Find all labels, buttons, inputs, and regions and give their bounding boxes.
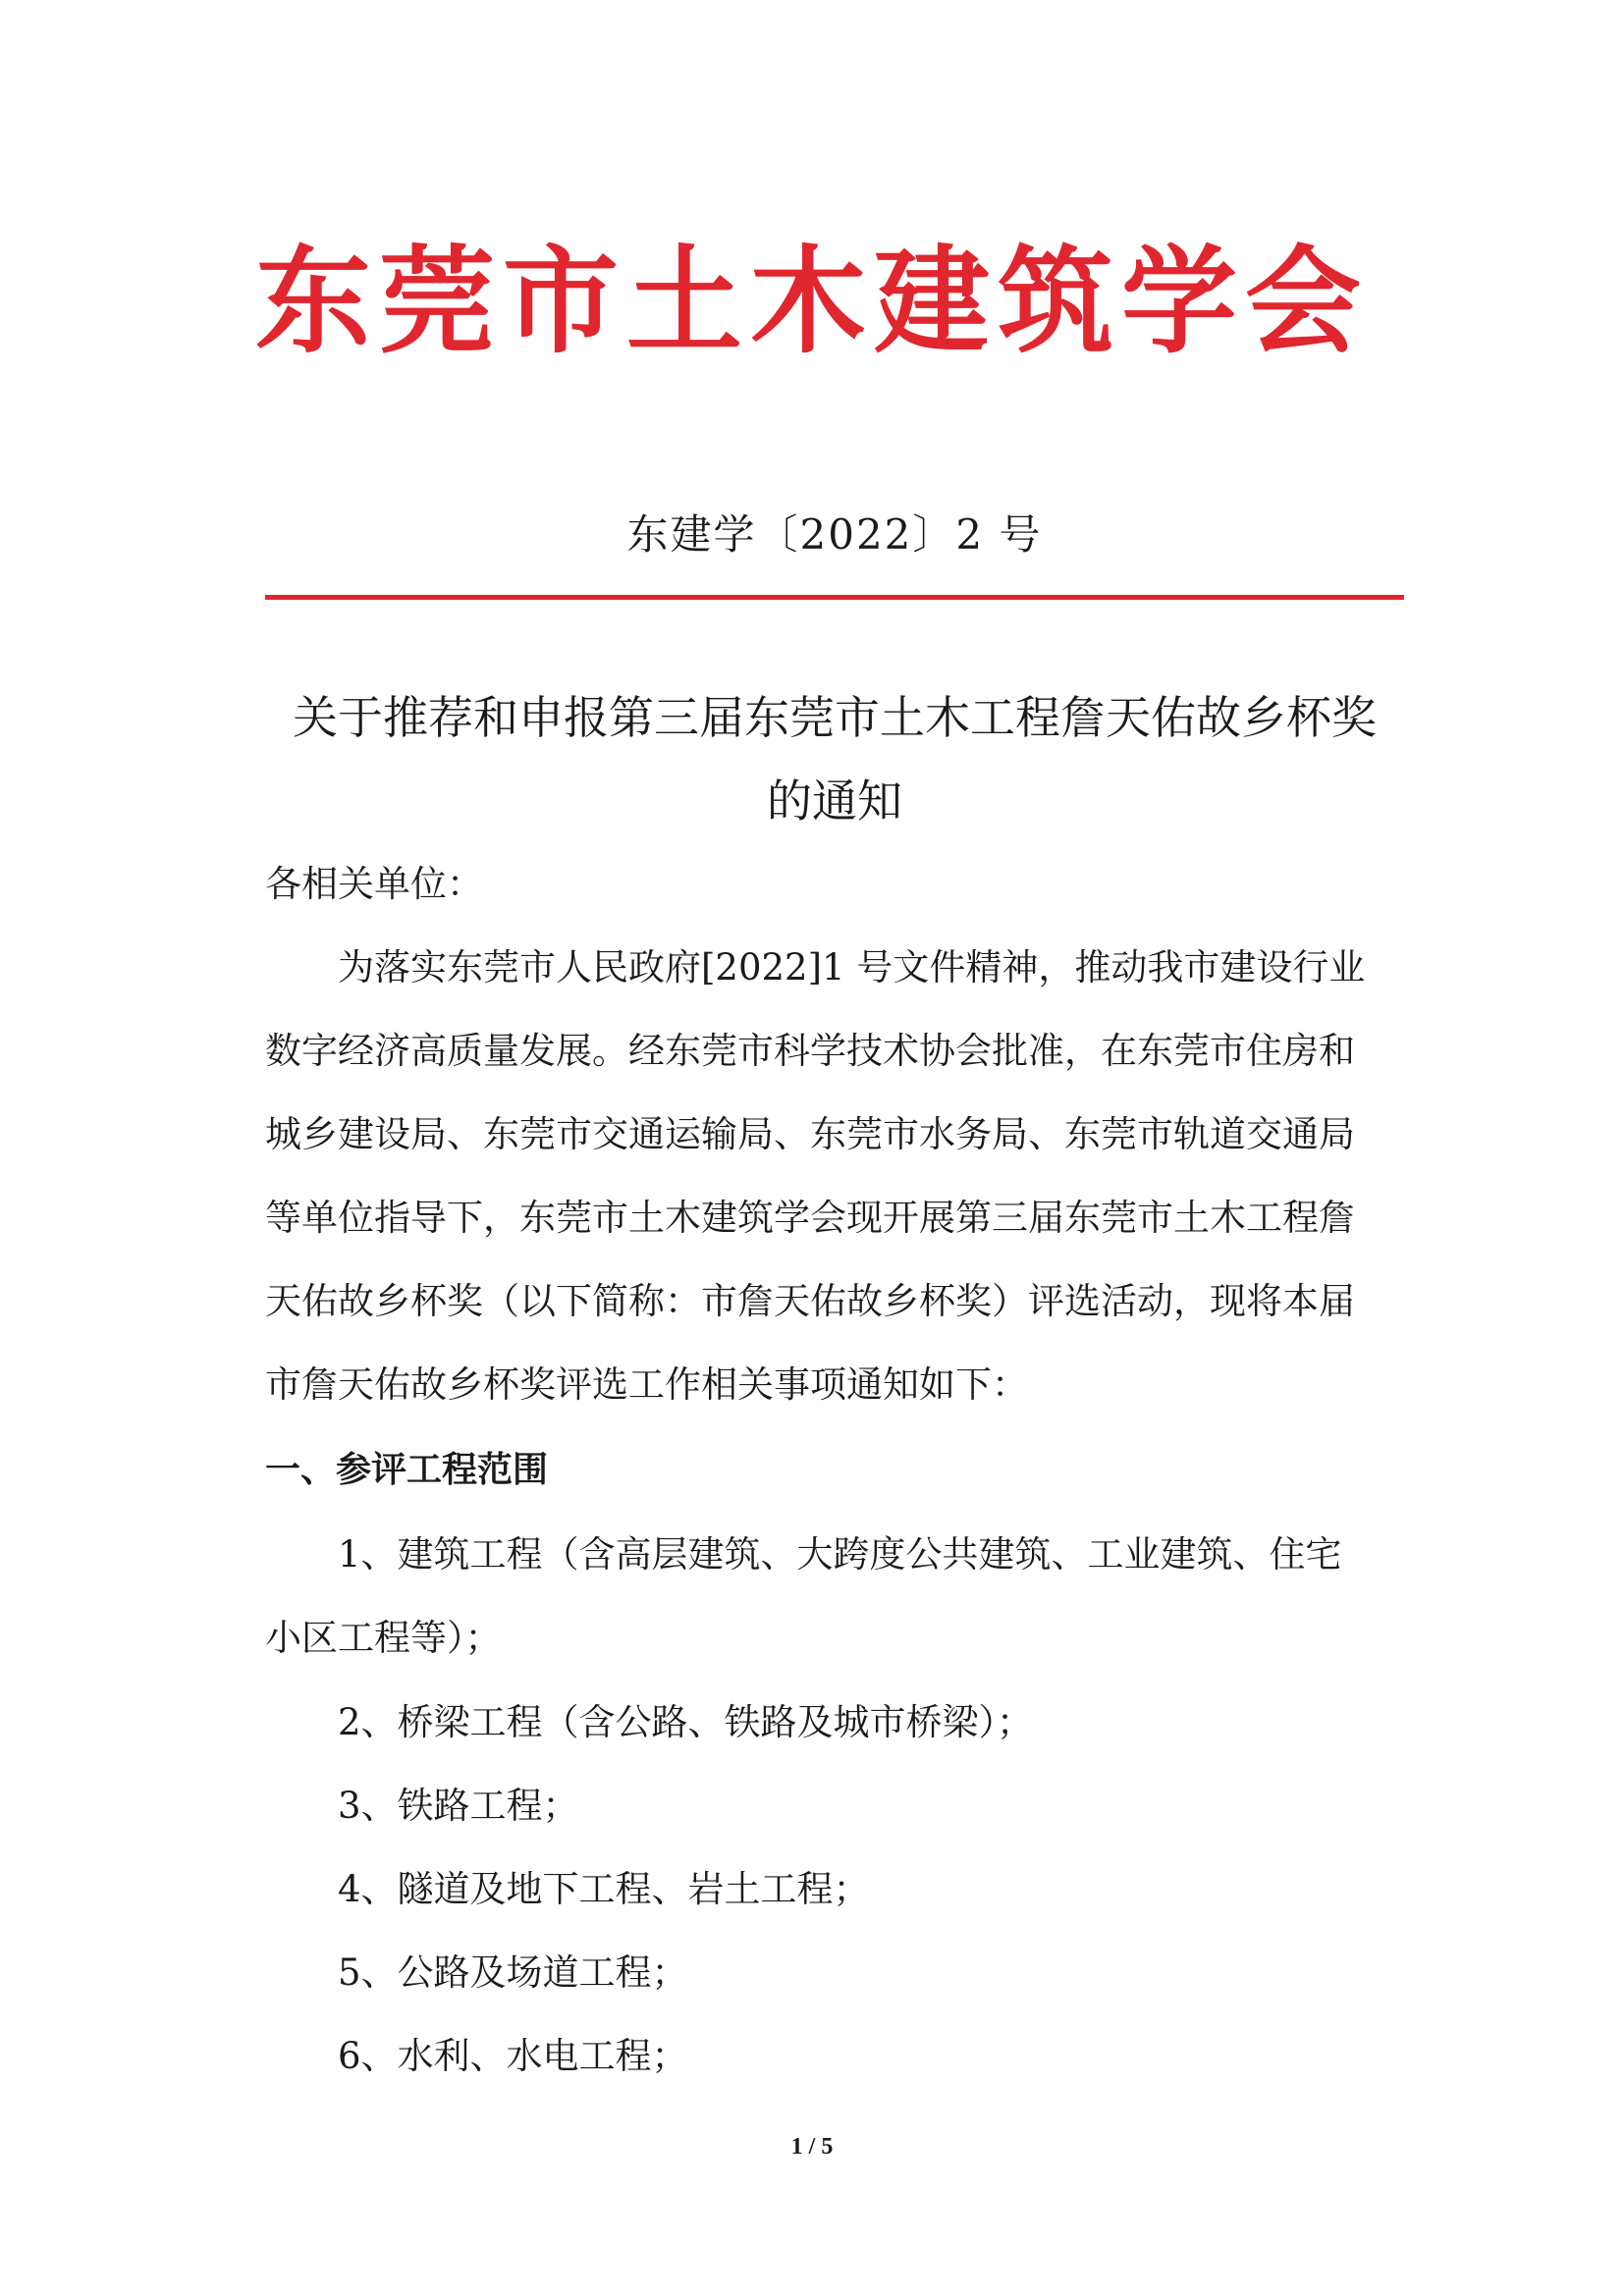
scope-item-1-line-1: 1、建筑工程（含高层建筑、大跨度公共建筑、工业建筑、住宅 — [338, 1533, 1342, 1575]
notice-title-line-1: 关于推荐和申报第三届东莞市土木工程詹天佑故乡杯奖 — [293, 691, 1377, 744]
paragraph-line: 数字经济高质量发展。经东莞市科学技术协会批准，在东莞市住房和 — [265, 1030, 1355, 1072]
paragraph-line: 天佑故乡杯奖（以下简称：市詹天佑故乡杯奖）评选活动，现将本届 — [265, 1280, 1355, 1322]
paragraph-line: 为落实东莞市人民政府[2022]1 号文件精神，推动我市建设行业 — [338, 946, 1366, 988]
scope-item-1-line-2: 小区工程等）； — [265, 1617, 502, 1659]
paragraph-line: 城乡建设局、东莞市交通运输局、东莞市水务局、东莞市轨道交通局 — [265, 1113, 1355, 1155]
red-divider — [265, 595, 1404, 600]
paragraph-line: 等单位指导下，东莞市土木建筑学会现开展第三届东莞市土木工程詹 — [265, 1197, 1355, 1239]
scope-item-4: 4、隧道及地下工程、岩土工程； — [338, 1868, 870, 1910]
organization-name: 东莞市土木建筑学会 — [255, 234, 1370, 369]
scope-item-3: 3、铁路工程； — [338, 1785, 579, 1827]
salutation: 各相关单位： — [265, 863, 483, 905]
scope-item-2: 2、桥梁工程（含公路、铁路及城市桥梁）； — [338, 1701, 1034, 1743]
section-heading-scope: 一、参评工程范围 — [265, 1450, 549, 1490]
scope-item-5: 5、公路及场道工程； — [338, 1951, 688, 1994]
scope-item-6: 6、水利、水电工程； — [338, 2035, 688, 2077]
document-number: 东建学〔2022〕2 号 — [626, 510, 1043, 559]
paragraph-line: 市詹天佑故乡杯奖评选工作相关事项通知如下： — [265, 1363, 1028, 1406]
page-number: 1 / 5 — [790, 2134, 834, 2160]
notice-title-line-2: 的通知 — [767, 774, 902, 828]
